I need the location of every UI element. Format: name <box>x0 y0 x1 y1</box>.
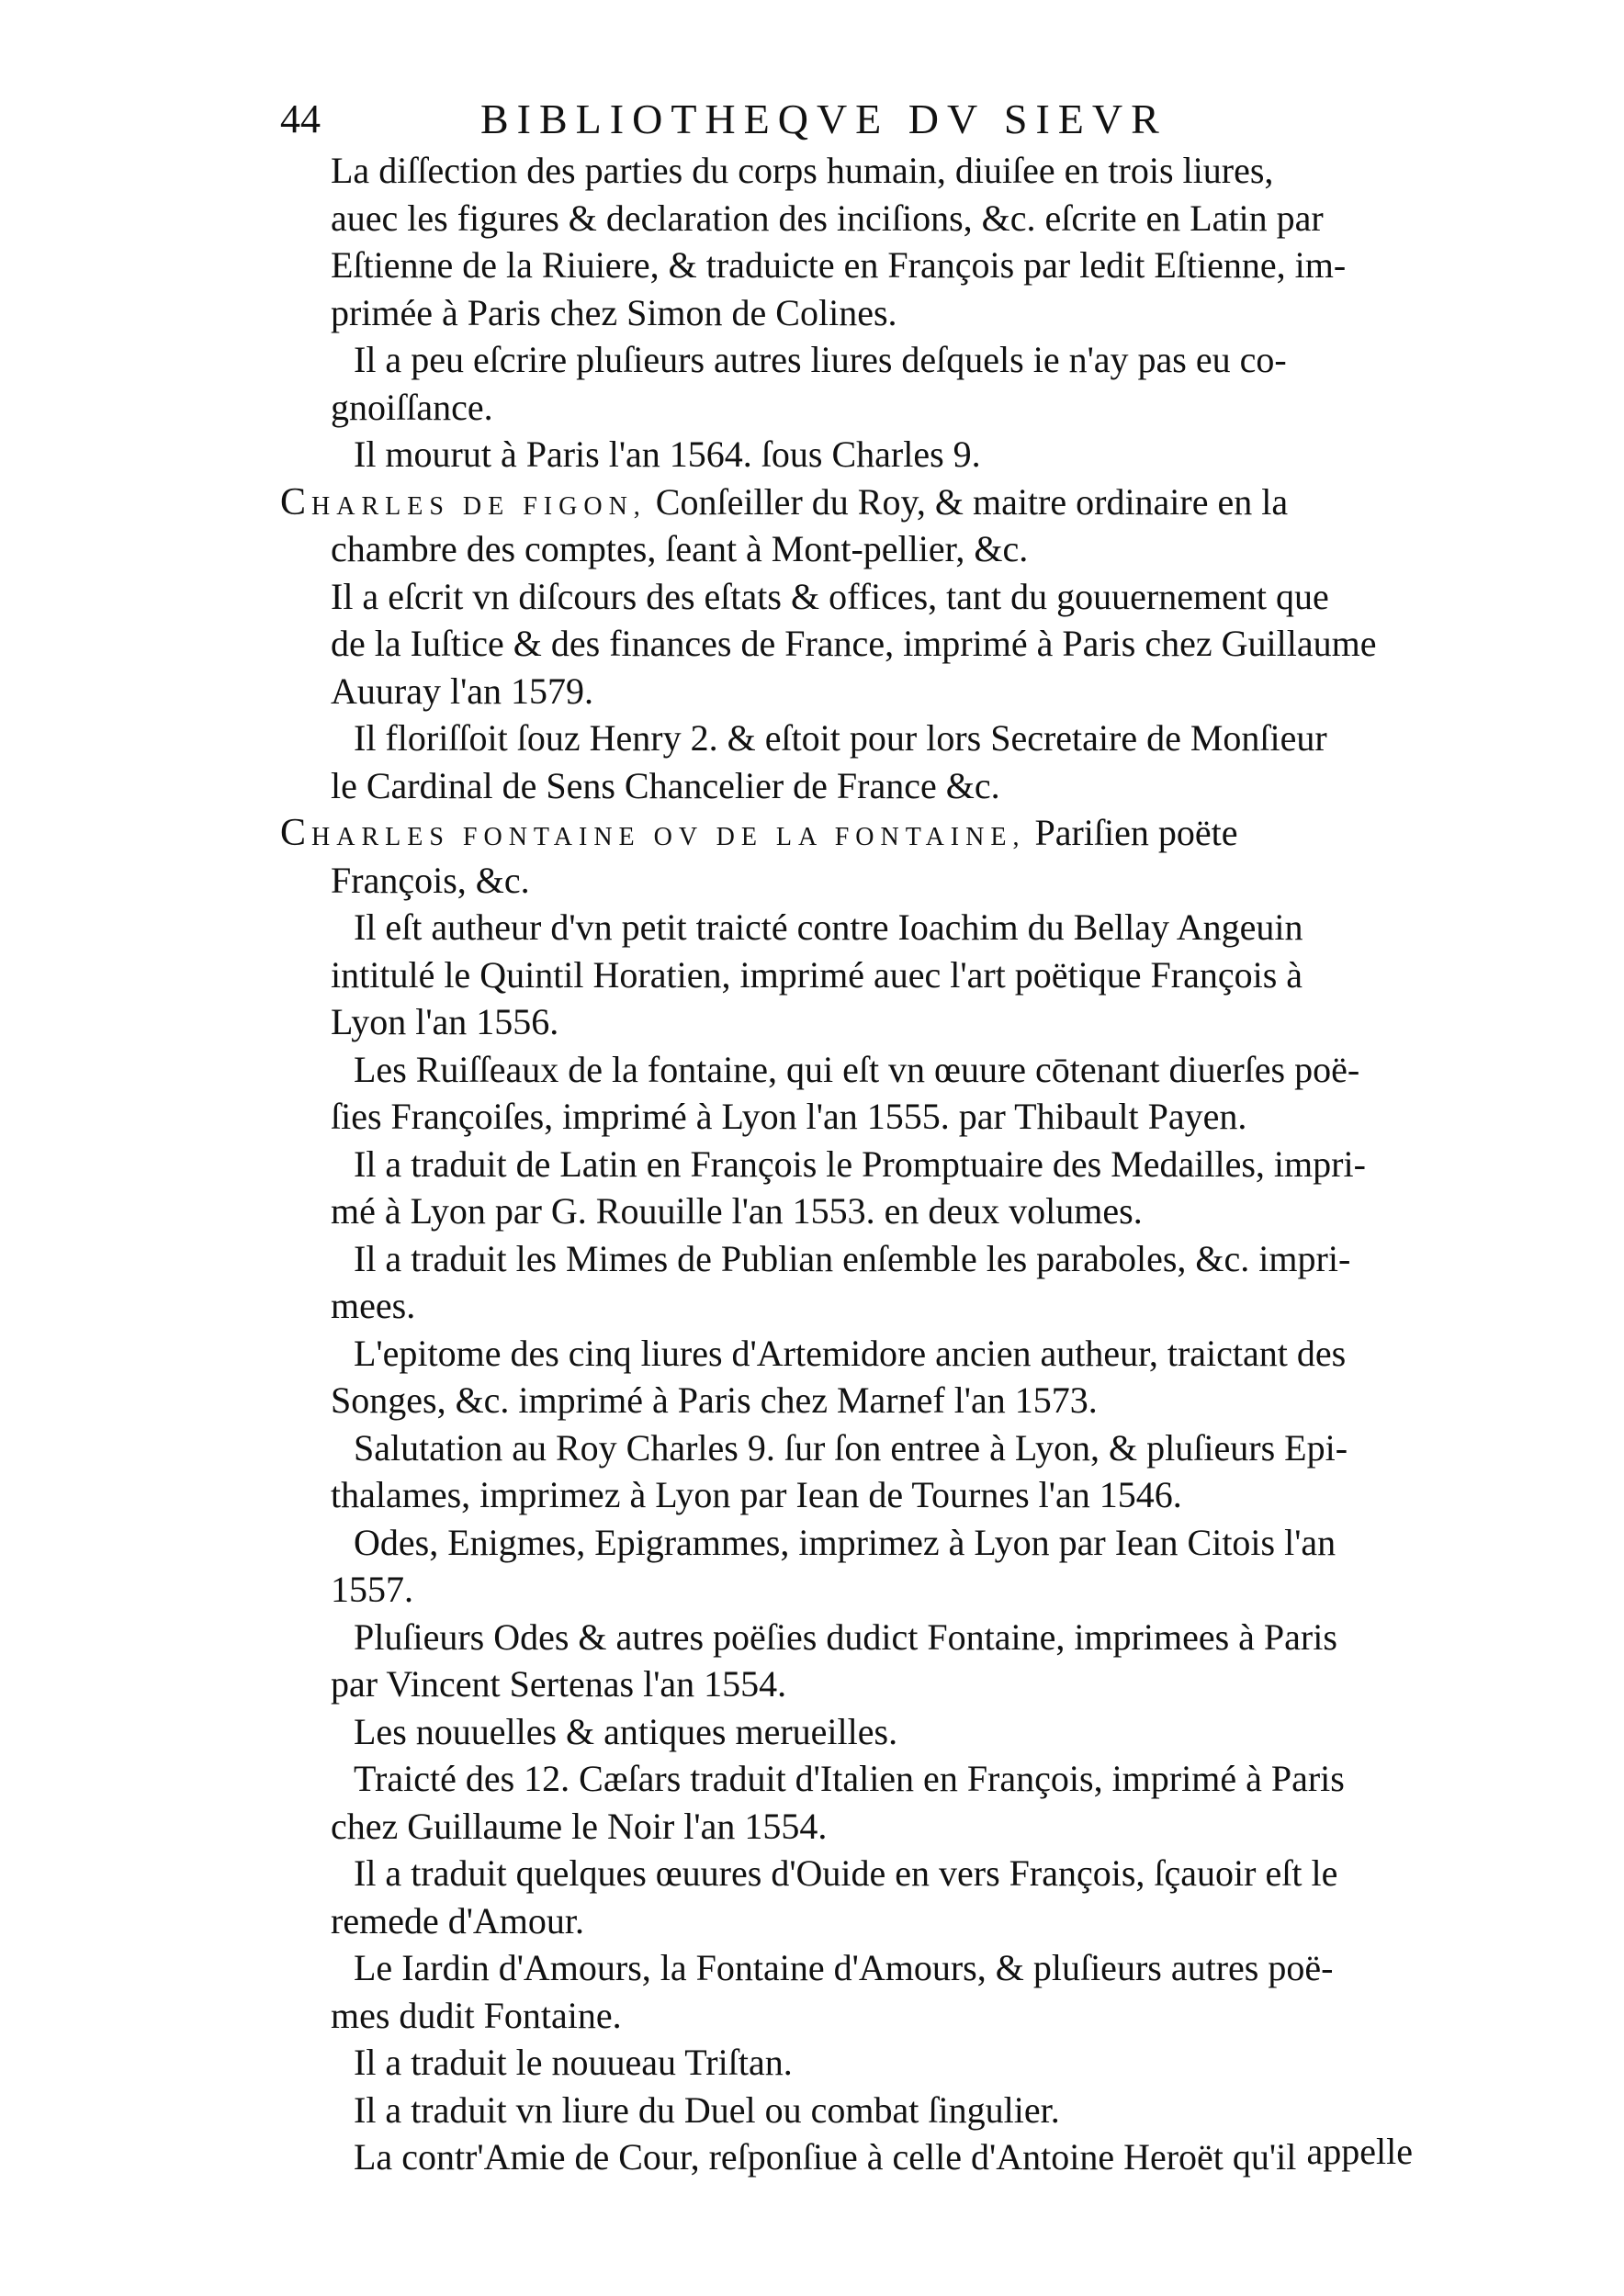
text-line: François, &c. <box>331 859 530 901</box>
author-initial: C <box>280 812 312 854</box>
text-line: Eſtienne de la Riuiere, & traduicte en François par ledit Eſtienne, im- <box>331 244 1347 286</box>
text-line: Conſeiller du Roy, & maitre ordinaire en la <box>655 480 1289 523</box>
text-line: Auuray l'an 1579. <box>331 670 594 712</box>
text-line: Salutation au Roy Charles 9. ſur ſon entree à Lyon, & pluſieurs Epi- <box>354 1426 1348 1469</box>
text-line: Il a traduit de Latin en François le Promptuaire des Medailles, impri- <box>354 1142 1366 1185</box>
text-line: Il floriſſoit ſouz Henry 2. & eſtoit pour lors Secretaire de Monſieur <box>354 717 1327 759</box>
text-line: Lyon l'an 1556. <box>331 1001 559 1042</box>
text-line: Traicté des 12. Cæſars traduit d'Italien en François, imprimé à Paris <box>354 1758 1345 1799</box>
text-line: Odes, Enigmes, Epigrammes, imprimez à Lyon par Iean Citois l'an <box>354 1521 1336 1563</box>
entry-heading-fontaine <box>280 809 1424 857</box>
author-name-rest: HARLES DE FIGON, <box>311 491 647 521</box>
text-line: de la Iuſtice & des finances de France, imprimé à Paris chez Guillaume <box>331 623 1377 664</box>
text-line: Pluſieurs Odes & autres poëſies dudict Fontaine, imprimees à Paris <box>354 1615 1337 1658</box>
page-number: 44 <box>280 96 321 141</box>
text-line: chez Guillaume le Noir l'an 1554. <box>331 1805 828 1847</box>
text-line: remede d'Amour. <box>331 1899 585 1941</box>
author-name-rest: HARLES FONTAINE OV DE LA FONTAINE, <box>311 823 1026 851</box>
text-line: thalames, imprimez à Lyon par Iean de Tournes l'an 1546. <box>331 1474 1182 1515</box>
text-line: Il a traduit le nouueau Triſtan. <box>354 2042 793 2083</box>
author-initial: C <box>280 480 312 523</box>
text-line: chambre des comptes, ſeant à Mont-pellier, &c. <box>331 528 1029 569</box>
text-line: par Vincent Sertenas l'an 1554. <box>331 1663 787 1705</box>
text-line: 1557. <box>331 1569 413 1610</box>
body-text <box>280 147 1424 2181</box>
text-line: mes dudit Fontaine. <box>331 1994 622 2036</box>
running-title: BIBLIOTHEQVE DV SIEVR <box>480 96 1167 142</box>
text-line: Les nouuelles & antiques merueilles. <box>354 1710 898 1752</box>
text-line: mees. <box>331 1285 416 1326</box>
text-line: ſies Françoiſes, imprimé à Lyon l'an 1555. par Thibault Payen. <box>331 1096 1247 1137</box>
catchword: appelle <box>1306 2131 1413 2172</box>
text-line: La diſſection des parties du corps humain, diuiſee en trois liures, <box>331 150 1274 191</box>
text-line: Pariſien poëte <box>1034 812 1238 853</box>
author-name <box>280 480 647 523</box>
text-line: Les Ruiſſeaux de la fontaine, qui eſt vn œuure cōtenant diuerſes poë- <box>354 1048 1360 1090</box>
text-line: le Cardinal de Sens Chancelier de France &c. <box>331 764 1000 806</box>
text-line: La contr'Amie de Cour, reſponſiue à celle d'Antoine Heroët qu'il <box>354 2136 1297 2178</box>
text-line: primée à Paris chez Simon de Colines. <box>331 291 897 333</box>
text-line: Il a eſcrit vn diſcours des eſtats & offices, tant du gouuernement que <box>331 575 1329 617</box>
entry-heading-figon <box>280 478 1424 526</box>
text-line: intitulé le Quintil Horatien, imprimé auec l'art poëtique François à <box>331 953 1303 996</box>
text-line: Il a peu eſcrire pluſieurs autres liures deſquels ie n'ay pas eu co- <box>354 339 1287 380</box>
text-line: Il eſt autheur d'vn petit traicté contre Ioachim du Bellay Angeuin <box>354 906 1303 948</box>
text-line: mé à Lyon par G. Rouuille l'an 1553. en deux volumes. <box>331 1190 1143 1232</box>
text-line: Il a traduit vn liure du Duel ou combat ſingulier. <box>354 2088 1060 2131</box>
author-name <box>280 812 1026 854</box>
text-line: gnoiſſance. <box>331 386 493 428</box>
text-line: Le Iardin d'Amours, la Fontaine d'Amours, & pluſieurs autres poë- <box>354 1947 1334 1988</box>
text-line: Il a traduit les Mimes de Publian enſemble les paraboles, &c. impri- <box>354 1237 1351 1279</box>
text-line: Il a traduit quelques œuures d'Ouide en vers François, ſçauoir eſt le <box>354 1852 1338 1894</box>
text-line: auec les figures & declaration des inciſions, &c. eſcrite en Latin par <box>331 197 1324 239</box>
text-line: L'epitome des cinq liures d'Artemidore ancien autheur, traictant des <box>354 1332 1347 1374</box>
text-line: Il mourut à Paris l'an 1564. ſous Charles 9. <box>354 433 981 475</box>
text-line: Songes, &c. imprimé à Paris chez Marnef l'an 1573. <box>331 1379 1098 1421</box>
